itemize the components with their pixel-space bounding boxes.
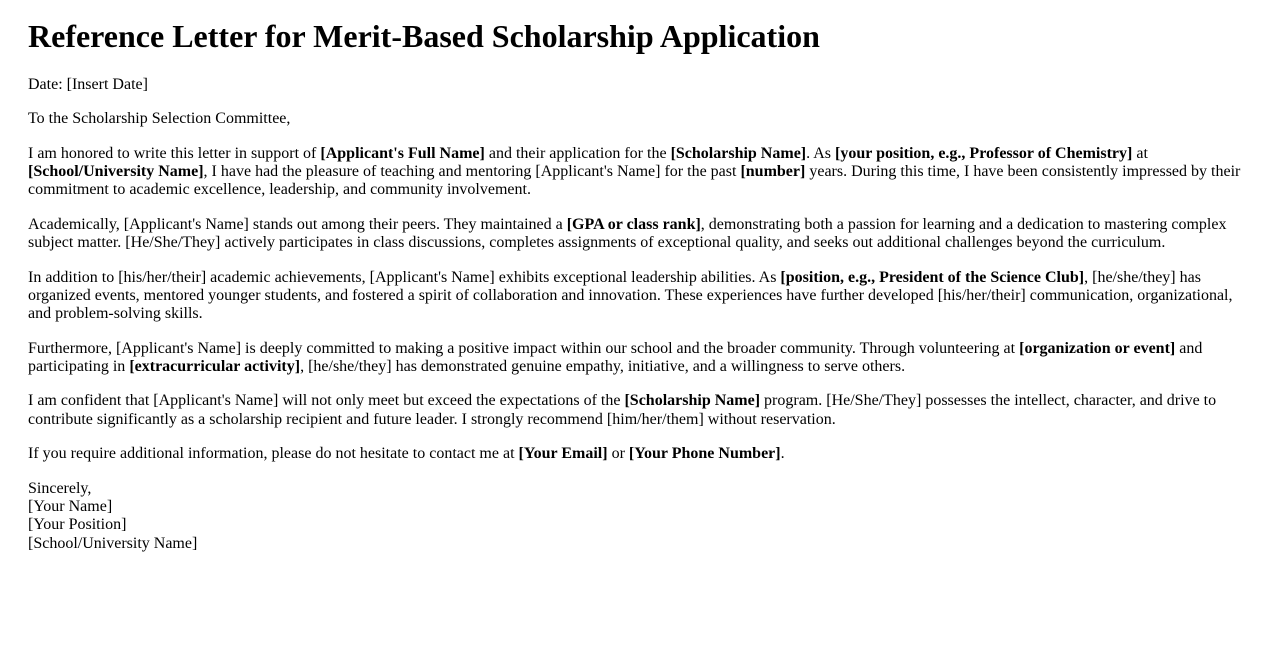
- text-run: and participating in: [28, 339, 1203, 376]
- placeholder-bold-run: [Your Email]: [518, 445, 608, 463]
- text-run: , [he/she/they] has demonstrated genuine empathy, initiative, and a willingness to serve others.: [300, 358, 906, 376]
- placeholder-bold-run: [Scholarship Name]: [670, 144, 807, 162]
- text-run: I am honored to write this letter in support of: [28, 144, 321, 162]
- placeholder-bold-run: [School/University Name]: [28, 162, 204, 180]
- text-run: or: [607, 445, 629, 463]
- closing-line: Sincerely,: [28, 479, 92, 497]
- date-line: Date: [Insert Date]: [28, 75, 148, 93]
- text-run: , demonstrating both a passion for learning and a dedication to mastering complex subject matter. [He/She/They] actively participates in class discussions, completes assignments of exceptional quality, and seeks out additional challenges beyond the curriculum.: [28, 215, 1227, 252]
- text-run: In addition to [his/her/their] academic achievements, [Applicant's Name] exhibits exceptional leadership abilities. As: [28, 268, 781, 286]
- placeholder-bold-run: [Scholarship Name]: [624, 392, 761, 410]
- text-run: Furthermore, [Applicant's Name] is deeply committed to making a positive impact within our school and the broader community. Through volunteering at: [28, 339, 1020, 357]
- text-run: and their application for the: [484, 144, 671, 162]
- placeholder-bold-run: [Applicant's Full Name]: [320, 144, 485, 162]
- letter-body: [28, 145, 1241, 464]
- placeholder-bold-run: [GPA or class rank]: [566, 215, 701, 233]
- text-run: . As: [806, 144, 836, 162]
- text-run: years. During this time, I have been consistently impressed by their commitment to academic excellence, leadership, and community involvement.: [28, 162, 1241, 199]
- closing-line: [School/University Name]: [28, 534, 198, 552]
- closing-line: [Your Position]: [28, 516, 127, 534]
- placeholder-bold-run: [your position, e.g., Professor of Chemistry]: [835, 144, 1133, 162]
- text-run: If you require additional information, please do not hesitate to contact me at: [28, 445, 519, 463]
- text-run: I am confident that [Applicant's Name] will not only meet but exceed the expectations of the: [28, 392, 625, 410]
- placeholder-bold-run: [Your Phone Number]: [628, 445, 781, 463]
- letter-paragraph: [28, 145, 1241, 200]
- text-run: Academically, [Applicant's Name] stands out among their peers. They maintained a: [28, 215, 567, 233]
- letter-paragraph: [28, 340, 1241, 377]
- letter-title: Reference Letter for Merit-Based Scholarship Application: [28, 18, 820, 54]
- placeholder-bold-run: [extracurricular activity]: [129, 358, 301, 376]
- text-run: , I have had the pleasure of teaching and mentoring [Applicant's Name] for the past: [203, 162, 741, 180]
- letter-paragraph: [28, 445, 1241, 463]
- placeholder-bold-run: [number]: [740, 162, 806, 180]
- letter-paragraph: [28, 392, 1241, 429]
- text-run: , [he/she/they] has organized events, mentored younger students, and fostered a spirit of collaboration and innovation. These experiences have further developed [his/her/their] communication, organizational, and problem-solving skills.: [28, 268, 1233, 323]
- salutation: To the Scholarship Selection Committee,: [28, 110, 291, 128]
- text-run: .: [780, 445, 785, 463]
- text-run: at: [1132, 144, 1148, 162]
- placeholder-bold-run: [position, e.g., President of the Science Club]: [780, 268, 1085, 286]
- closing-line: [Your Name]: [28, 498, 113, 516]
- text-run: program. [He/She/They] possesses the intellect, character, and drive to contribute significantly as a scholarship recipient and future leader. I strongly recommend [him/her/them] without reservation.: [28, 392, 1217, 428]
- placeholder-bold-run: [organization or event]: [1019, 339, 1176, 357]
- letter-paragraph: [28, 269, 1241, 324]
- letter-paragraph: [28, 216, 1241, 253]
- letter-content: [28, 18, 1241, 553]
- closing-block: [28, 480, 1241, 554]
